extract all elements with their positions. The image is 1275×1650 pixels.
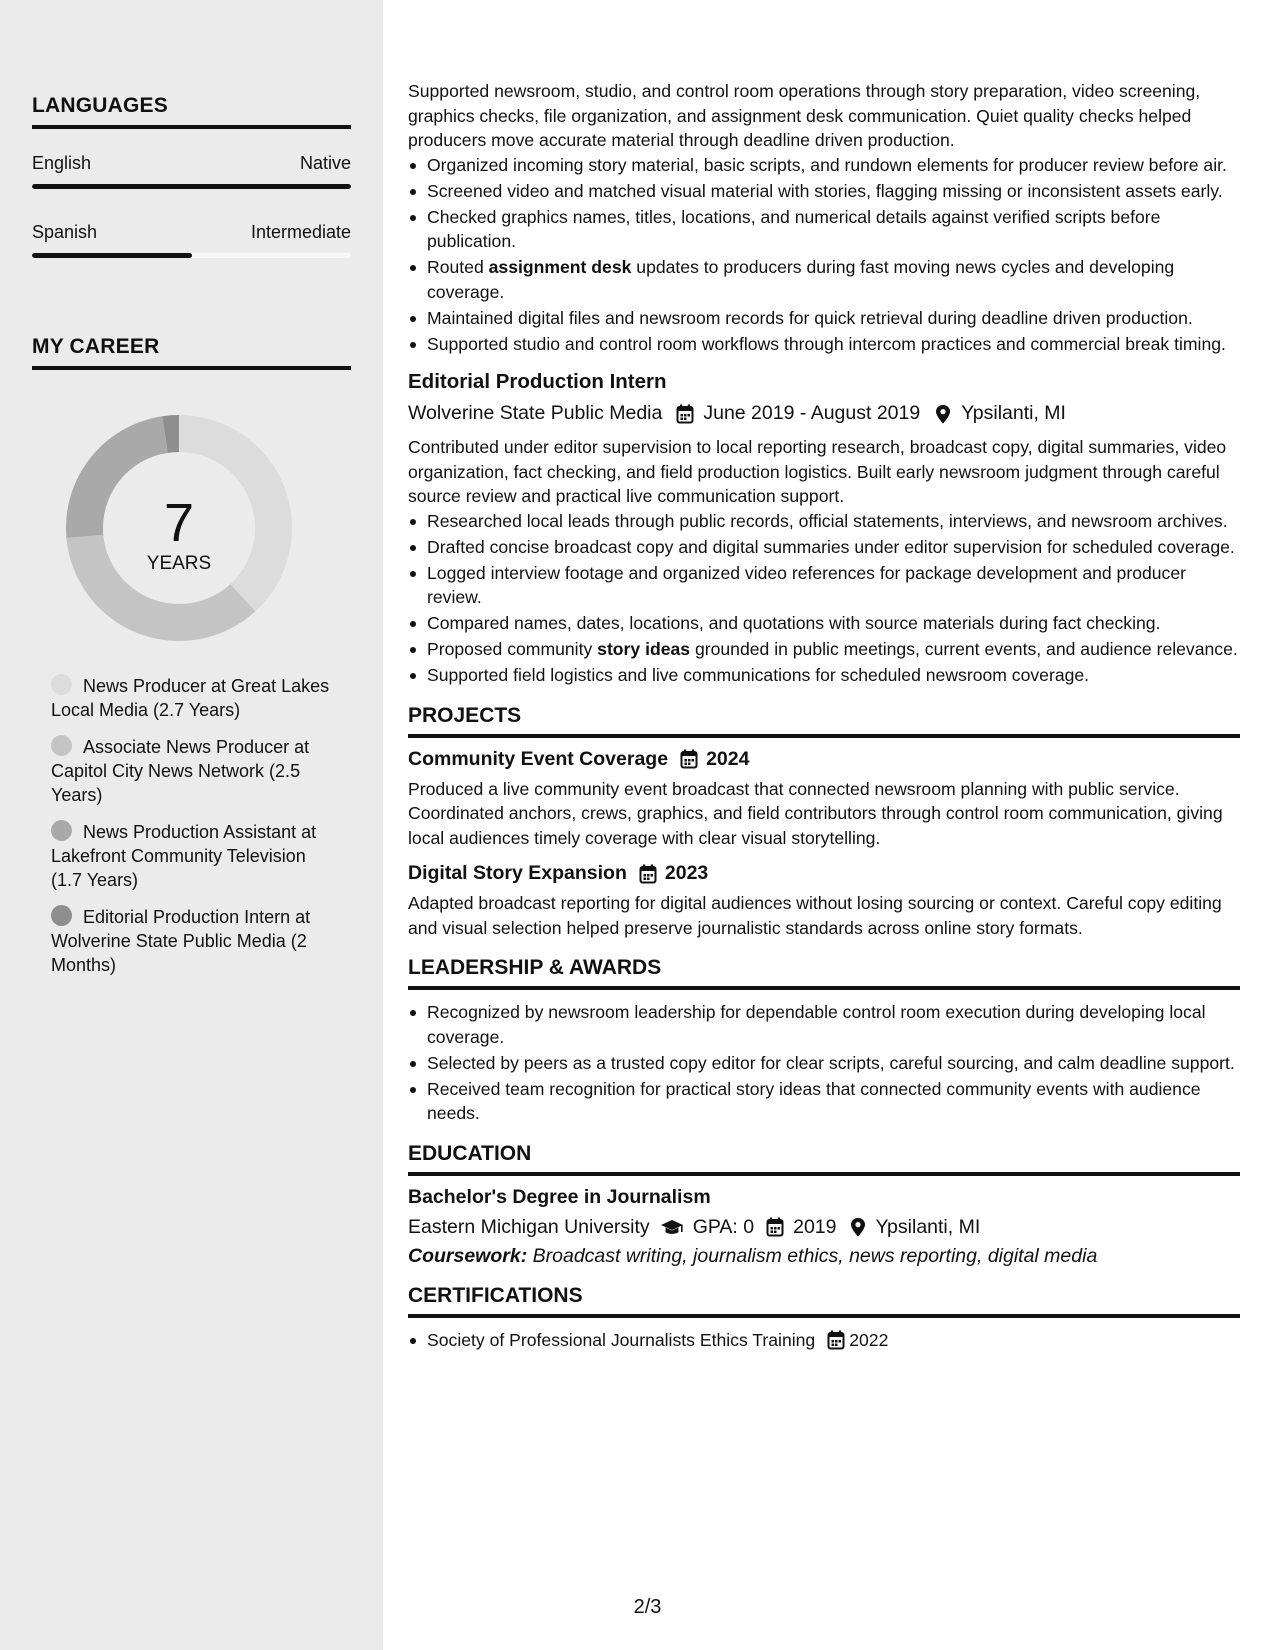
graduation-cap-icon — [660, 1217, 684, 1237]
leadership-bullets — [408, 1000, 1240, 1126]
career-legend-item — [51, 905, 331, 977]
bullet-item: Maintained digital files and newsroom records for quick retrieval during deadline driven production. — [408, 306, 1240, 331]
language-bar-spanish — [32, 253, 351, 258]
bullet-item: Proposed community story ideas grounded in public meetings, current events, and audience relevance. — [408, 637, 1240, 662]
career-heading: MY CAREER — [32, 335, 351, 370]
bullet-item: Routed assignment desk updates to producers during fast moving news cycles and developing coverage. — [408, 255, 1240, 304]
project-description: Adapted broadcast reporting for digital audiences without losing sourcing or context. Careful copy editing and visual selection helped preserve journalistic standards across online story formats. — [408, 893, 1222, 938]
bullet-item: Supported studio and control room workflows through intercom practices and commercial break timing. — [408, 332, 1240, 357]
project-year: 2024 — [706, 747, 750, 770]
language-name: English — [32, 153, 92, 173]
project-title-row — [408, 862, 1240, 885]
leadership-section — [408, 956, 1240, 1126]
location-pin-icon — [849, 1217, 867, 1237]
education-section — [408, 1142, 1240, 1268]
bullet-item: Recognized by newsroom leadership for dependable control room execution during developing local coverage. — [408, 1000, 1240, 1049]
career-legend-item — [51, 820, 331, 892]
legend-dot — [51, 674, 72, 695]
career-legend-item — [51, 674, 331, 722]
leadership-heading: LEADERSHIP & AWARDS — [408, 956, 1240, 990]
project-year: 2023 — [664, 862, 709, 884]
legend-dot — [51, 905, 72, 926]
certifications-section — [408, 1284, 1240, 1353]
previous-job-section — [408, 79, 1240, 356]
calendar-icon — [766, 1217, 784, 1237]
career-total-unit: YEARS — [146, 553, 212, 574]
career-total-number: 7 — [163, 493, 195, 553]
calendar-icon — [639, 864, 657, 884]
graduation-year: 2019 — [793, 1215, 837, 1238]
projects-heading: PROJECTS — [408, 704, 1240, 738]
education-heading: EDUCATION — [408, 1142, 1240, 1176]
project-title-row — [408, 748, 1240, 771]
legend-dot — [51, 735, 72, 756]
language-row-english — [32, 153, 351, 174]
job-bullets — [408, 153, 1240, 357]
calendar-icon — [676, 404, 694, 424]
career-legend-item — [51, 735, 331, 807]
language-level: Intermediate — [250, 222, 351, 242]
bullet-item: Organized incoming story material, basic scripts, and rundown elements for producer review before air. — [408, 153, 1240, 178]
sidebar — [0, 0, 383, 1650]
languages-heading: LANGUAGES — [32, 94, 351, 129]
page-number: 2/3 — [633, 1596, 662, 1618]
career-donut-chart — [66, 415, 292, 641]
project-description: Produced a live community event broadcast that connected newsroom planning with public service. Coordinated anchors, crews, graphics, and field contributors through control room communication, giving local audiences timely coverage with clear visual storytelling. — [408, 778, 1223, 848]
coursework-text: Broadcast writing, journalism ethics, news reporting, digital media — [532, 1244, 1098, 1267]
school-name: Eastern Michigan University — [408, 1215, 650, 1238]
job-meta — [408, 402, 1240, 425]
education-meta — [408, 1216, 1240, 1239]
legend-dot — [51, 820, 72, 841]
project-title: Community Event Coverage — [408, 747, 669, 770]
career-legend-label: News Production Assistant at Lakefront Community Television (1.7 Years) — [51, 822, 317, 890]
job-bullets — [408, 509, 1240, 688]
bullet-item: Screened video and matched visual material with stories, flagging missing or inconsistent assets early. — [408, 179, 1240, 204]
bullet-item: Drafted concise broadcast copy and digital summaries under editor supervision for scheduled coverage. — [408, 535, 1240, 560]
certification-name: Society of Professional Journalists Ethics Training — [427, 1329, 816, 1350]
language-row-spanish — [32, 222, 351, 243]
location-pin-icon — [934, 404, 952, 424]
career-legend-label: News Producer at Great Lakes Local Media (2.7 Years) — [51, 676, 330, 720]
bullet-item: Logged interview footage and organized video references for package development and producer review. — [408, 561, 1240, 610]
language-level: Native — [299, 153, 351, 173]
bullet-item: Checked graphics names, titles, locations, and numerical details against verified scripts before publication. — [408, 205, 1240, 254]
coursework-label: Coursework: — [408, 1244, 528, 1267]
certification-list — [408, 1328, 1240, 1353]
bullet-item: Received team recognition for practical story ideas that connected community events with audience needs. — [408, 1077, 1240, 1126]
job-summary: Contributed under editor supervision to local reporting research, broadcast copy, digital summaries, video organization, fact checking, and field production logistics. Built early newsroom judgment through careful source review and practical live communication support. — [408, 437, 1227, 506]
projects-section — [408, 704, 1240, 941]
language-name: Spanish — [32, 222, 98, 242]
job-title: Editorial Production Intern — [408, 370, 667, 393]
calendar-icon — [680, 749, 698, 769]
career-legend-label: Associate News Producer at Capitol City News Network (2.5 Years) — [51, 737, 310, 805]
job-dates: June 2019 - August 2019 — [703, 402, 921, 424]
certification-item — [408, 1328, 1240, 1353]
bullet-item: Supported field logistics and live communications for scheduled newsroom coverage. — [408, 663, 1240, 688]
language-bar-english — [32, 184, 351, 189]
certifications-heading: CERTIFICATIONS — [408, 1284, 1240, 1318]
school-location: Ypsilanti, MI — [875, 1215, 981, 1238]
donut-segment-1 — [66, 535, 255, 641]
language-bar-fill — [32, 184, 351, 189]
bullet-item: Selected by peers as a trusted copy editor for clear scripts, careful sourcing, and calm deadline support. — [408, 1051, 1240, 1076]
calendar-icon — [827, 1330, 845, 1350]
career-legend — [51, 674, 331, 990]
project-title: Digital Story Expansion — [408, 862, 627, 884]
donut-segment-2 — [66, 416, 168, 538]
job-company: Wolverine State Public Media — [408, 402, 663, 424]
coursework — [408, 1245, 1240, 1268]
donut-segment-0 — [179, 415, 292, 611]
career-legend-label: Editorial Production Intern at Wolverine State Public Media (2 Months) — [51, 907, 311, 975]
bullet-item: Researched local leads through public records, official statements, interviews, and newsroom archives. — [408, 509, 1240, 534]
intern-job-section — [408, 370, 1240, 688]
certification-year: 2022 — [849, 1329, 889, 1350]
main-content — [408, 0, 1240, 1354]
degree-title: Bachelor's Degree in Journalism — [408, 1185, 711, 1208]
gpa: GPA: 0 — [692, 1215, 755, 1238]
job-summary: Supported newsroom, studio, and control room operations through story preparation, video screening, graphics checks, file organization, and assignment desk communication. Quiet quality checks helped producers move accurate material through deadline driven production. — [408, 81, 1201, 150]
language-bar-fill — [32, 253, 192, 258]
bullet-item: Compared names, dates, locations, and quotations with source materials during fact checking. — [408, 611, 1240, 636]
job-location: Ypsilanti, MI — [961, 402, 1066, 424]
